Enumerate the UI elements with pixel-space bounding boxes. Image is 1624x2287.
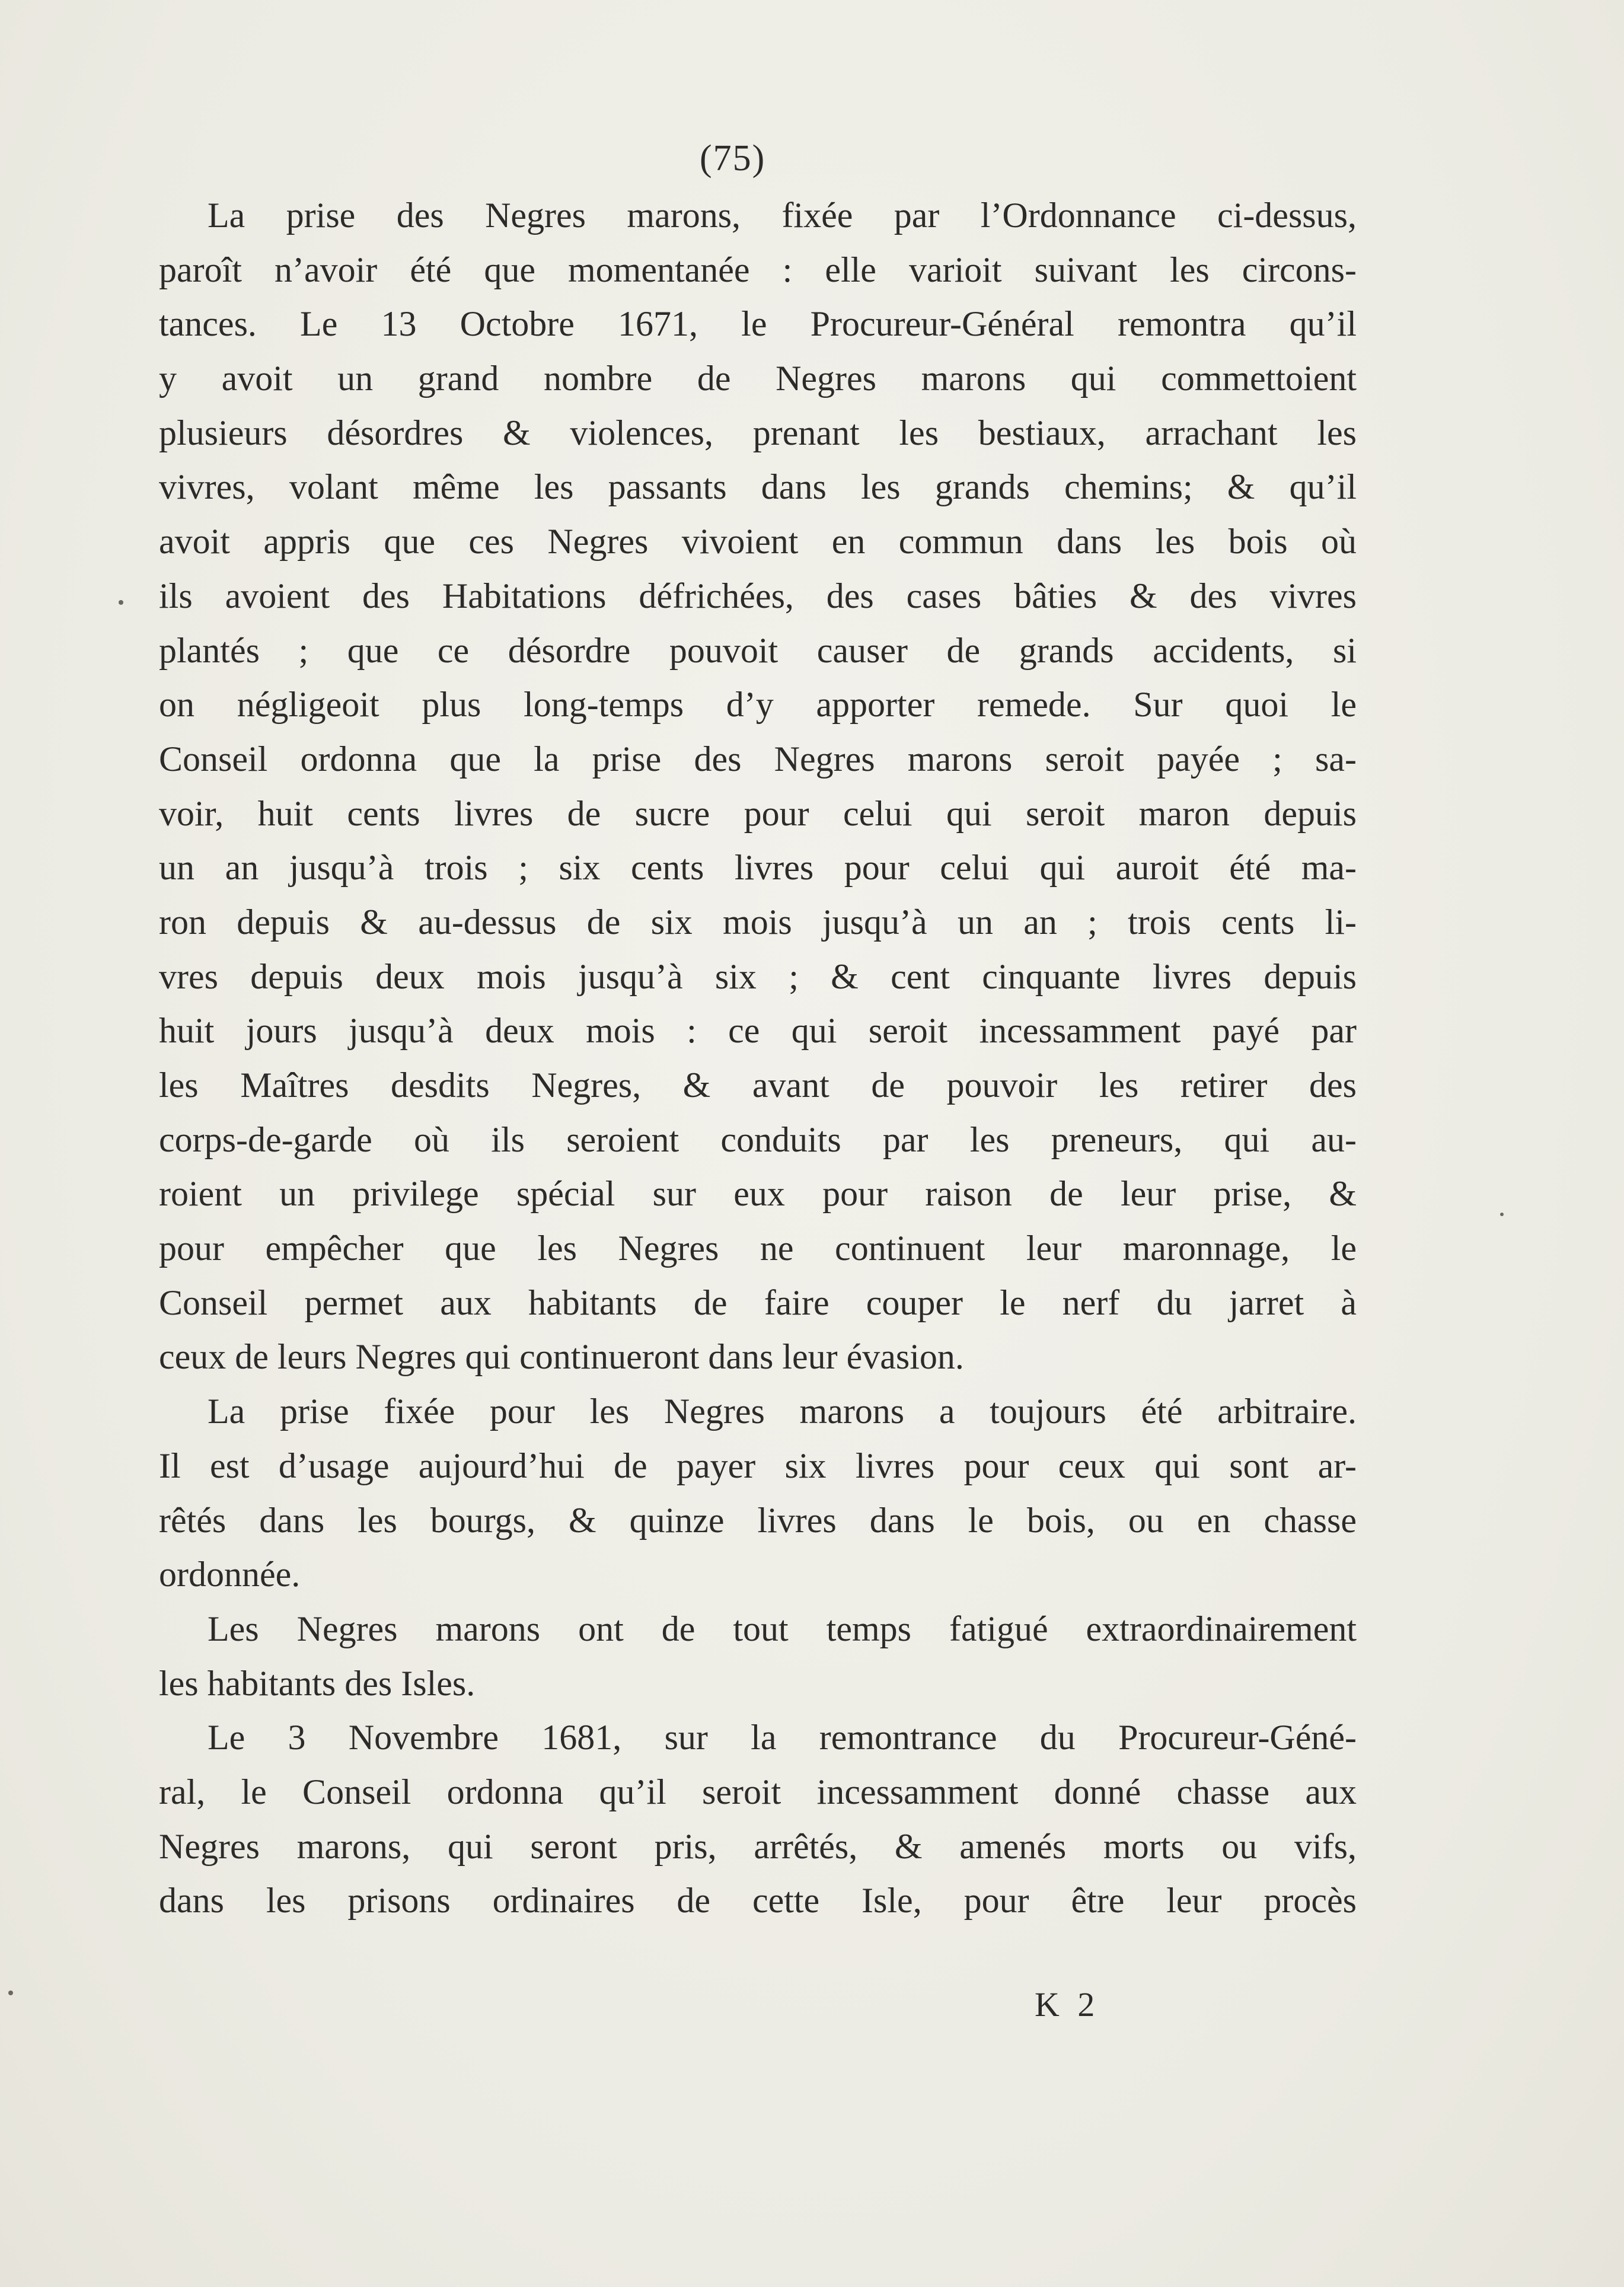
text-line: rêtés dans les bourgs, & quinze livres dans le bois, ou en chasse	[159, 1500, 1357, 1540]
text-line: pour empêcher que les Negres ne continuent leur maronnage, le	[159, 1229, 1357, 1268]
text-line: plantés ; que ce désordre pouvoit causer de grands accidents, si	[159, 630, 1357, 670]
paragraph	[159, 1711, 1357, 1928]
text-line: ordonnée.	[159, 1555, 301, 1594]
text-line: Le 3 Novembre 1681, sur la remontrance du Procureur-Géné-	[208, 1718, 1357, 1757]
text-line: ron depuis & au-dessus de six mois jusqu’à un an ; trois cents li-	[159, 902, 1357, 942]
text-line: vivres, volant même les passants dans les grands chemins; & qu’il	[159, 467, 1357, 507]
text-line: Il est d’usage aujourd’hui de payer six livres pour ceux qui sont ar-	[159, 1446, 1357, 1485]
text-line: avoit appris que ces Negres vivoient en commun dans les bois où	[159, 522, 1357, 562]
paragraph	[159, 1602, 1357, 1711]
text-line: Negres marons, qui seront pris, arrêtés, & amenés morts ou vifs,	[159, 1826, 1357, 1866]
body-text	[159, 189, 1357, 1928]
text-line: roient un privilege spécial sur eux pour raison de leur prise, &	[159, 1174, 1357, 1214]
signature-mark: K 2	[1035, 1985, 1100, 2024]
page-number: (75)	[700, 138, 766, 178]
text-line: les Maîtres desdits Negres, & avant de pouvoir les retirer des	[159, 1066, 1357, 1105]
text-line: plusieurs désordres & violences, prenant les bestiaux, arrachant les	[159, 413, 1357, 452]
text-line: dans les prisons ordinaires de cette Isle, pour être leur procès	[159, 1881, 1357, 1921]
text-line: on négligeoit plus long-temps d’y apporter remede. Sur quoi le	[159, 685, 1357, 725]
text-line: corps-de-garde où ils seroient conduits par les preneurs, qui au-	[159, 1119, 1357, 1159]
text-line: Conseil ordonna que la prise des Negres marons seroit payée ; sa-	[159, 739, 1357, 779]
text-line: un an jusqu’à trois ; six cents livres pour celui qui auroit été ma-	[159, 848, 1357, 888]
paper-speck	[119, 600, 123, 605]
paragraph	[159, 1385, 1357, 1602]
text-line: voir, huit cents livres de sucre pour celui qui seroit maron depuis	[159, 793, 1357, 833]
text-line: paroît n’avoir été que momentanée : elle varioit suivant les circons-	[159, 250, 1357, 289]
text-line: La prise des Negres marons, fixée par l’Ordonnance ci-dessus,	[208, 196, 1357, 235]
paper-speck	[1500, 1213, 1504, 1216]
text-line: les habitants des Isles.	[159, 1663, 476, 1703]
text-line: huit jours jusqu’à deux mois : ce qui seroit incessamment payé par	[159, 1011, 1357, 1051]
paragraph	[159, 189, 1357, 1385]
text-line: ral, le Conseil ordonna qu’il seroit incessamment donné chasse aux	[159, 1772, 1357, 1811]
text-line: y avoit un grand nombre de Negres marons qui commettoient	[159, 359, 1357, 398]
paper-speck	[8, 1991, 13, 1995]
text-line: ceux de leurs Negres qui continueront dans leur évasion.	[159, 1337, 964, 1377]
text-line: tances. Le 13 Octobre 1671, le Procureur-Général remontra qu’il	[159, 304, 1357, 344]
text-line: Les Negres marons ont de tout temps fatigué extraordinairement	[208, 1609, 1357, 1648]
text-line: Conseil permet aux habitants de faire couper le nerf du jarret à	[159, 1283, 1357, 1322]
text-line: ils avoient des Habitations défrichées, des cases bâties & des vivres	[159, 576, 1357, 615]
text-line: La prise fixée pour les Negres marons a toujours été arbitraire.	[208, 1392, 1357, 1431]
text-line: vres depuis deux mois jusqu’à six ; & cent cinquante livres depuis	[159, 956, 1357, 996]
